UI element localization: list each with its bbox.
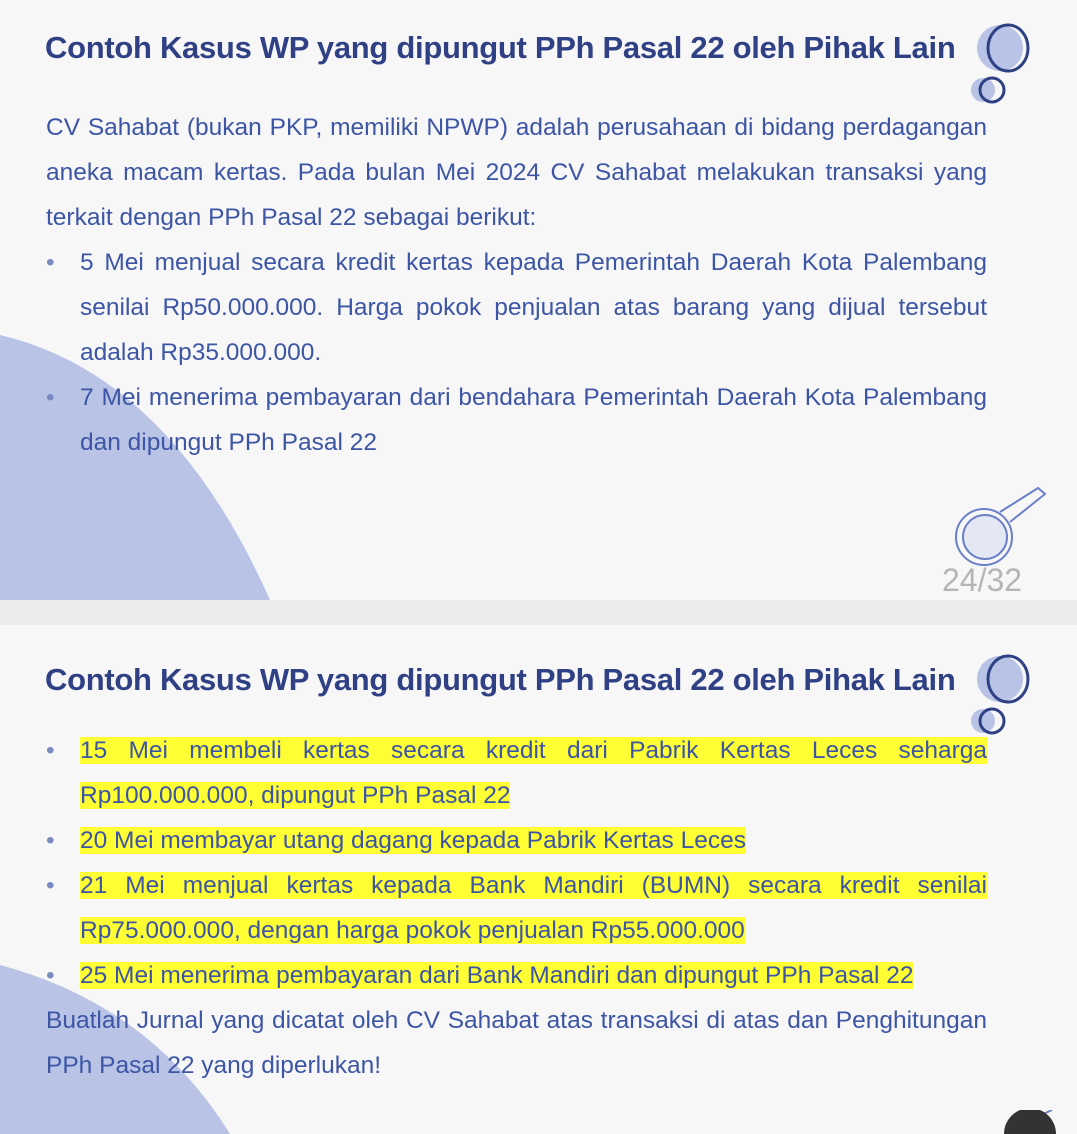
list-item [46,953,987,998]
list-item [46,863,987,953]
bubbles-icon [968,22,1058,112]
closing-paragraph: Buatlah Jurnal yang dicatat oleh CV Sahabat atas transaksi di atas dan Penghitungan PPh Pasal 22 yang diperlukan! [46,1007,987,1079]
slide-title: Contoh Kasus WP yang dipungut PPh Pasal 22 oleh Pihak Lain [45,662,956,697]
page-number: 24/32 [942,562,1023,598]
magnifier-icon [1000,1110,1060,1134]
slide-25 [0,625,1077,1134]
list-item: • 5 Mei menjual secara kredit kertas kepada Pemerintah Daerah Kota Palembang senilai Rp50.000.000. Harga pokok penjualan atas barang yang dijual tersebut adalah Rp35.000.000. [46,240,987,375]
list-item [46,818,987,863]
slide-body [46,105,987,465]
intro-paragraph: CV Sahabat (bukan PKP, memiliki NPWP) adalah perusahaan di bidang perdagangan aneka macam kertas. Pada bulan Mei 2024 CV Sahabat melakukan transaksi yang terkait dengan PPh Pasal 22 sebagai berikut: [46,114,987,231]
list-item [46,728,987,818]
highlighted-text: 21 Mei menjual kertas kepada Bank Mandiri (BUMN) secara kredit senilai Rp75.000.000, dengan harga pokok penjualan Rp55.000.000 [80,872,987,944]
highlighted-text: 20 Mei membayar utang dagang kepada Pabrik Kertas Leces [80,827,746,854]
slide-title: Contoh Kasus WP yang dipungut PPh Pasal 22 oleh Pihak Lain [45,30,956,65]
highlighted-text: 25 Mei menerima pembayaran dari Bank Mandiri dan dipungut PPh Pasal 22 [80,962,914,989]
highlighted-text: 15 Mei membeli kertas secara kredit dari Pabrik Kertas Leces seharga Rp100.000.000, dipungut PPh Pasal 22 [80,737,987,809]
slide-body [46,728,987,1088]
list-item: • 7 Mei menerima pembayaran dari bendahara Pemerintah Daerah Kota Palembang dan dipungut PPh Pasal 22 [46,375,987,465]
magnifier-icon [950,482,1050,572]
